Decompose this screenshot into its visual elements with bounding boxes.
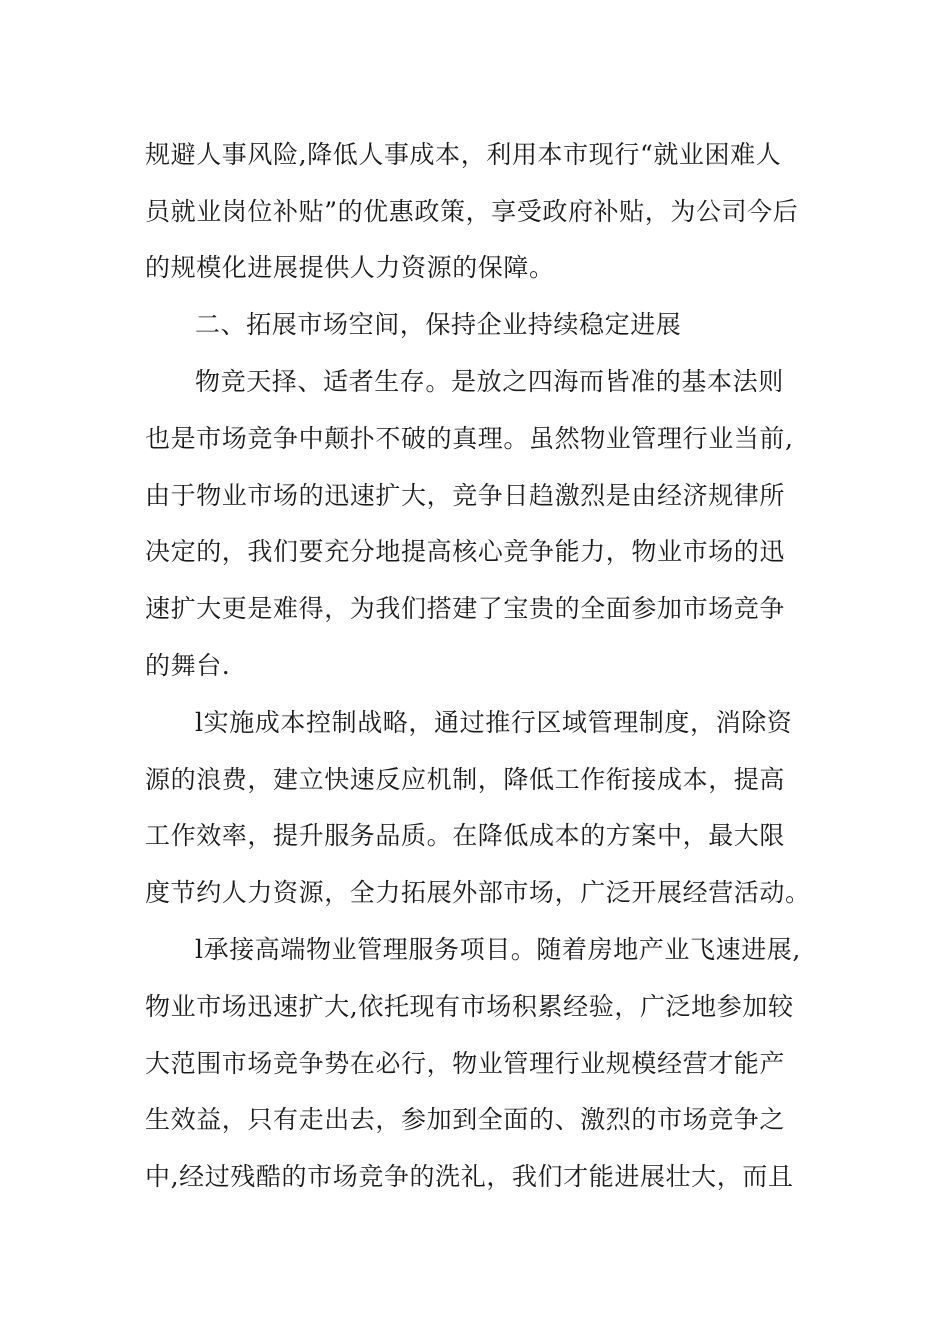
text-line: 中,经过残酷的市场竞争的洗礼，我们才能进展壮大，而且 xyxy=(145,1162,794,1191)
text-line: 的舞台. xyxy=(145,651,231,680)
text-line: 由于物业市场的迅速扩大，竞争日趋激烈是由经济规律所 xyxy=(145,481,786,510)
text-line: 员就业岗位补贴”的优惠政策，享受政府补贴，为公司今后 xyxy=(145,197,799,226)
text-line: 大范围市场竞争势在必行，物业管理行业规模经营才能产 xyxy=(145,1049,786,1078)
section-heading: 二、拓展市场空间，保持企业持续稳定进展 xyxy=(195,310,682,339)
text-line: 规避人事风险,降低人事成本，利用本市现行“就业困难人 xyxy=(145,140,782,169)
text-line: 工作效率，提升服务品质。在降低成本的方案中，最大限 xyxy=(145,821,786,850)
text-line: l实施成本控制战略，通过推行区域管理制度，消除资 xyxy=(195,708,793,737)
text-line: 生效益，只有走出去，参加到全面的、激烈的市场竞争之 xyxy=(145,1105,786,1134)
text-line: 物竞天择、适者生存。是放之四海而皆准的基本法则 xyxy=(195,367,784,396)
text-line: 决定的，我们要充分地提高核心竞争能力，物业市场的迅 xyxy=(145,537,786,566)
text-line: l承接高端物业管理服务项目。随着房地产业飞速进展, xyxy=(195,935,801,964)
text-line: 源的浪费，建立快速反应机制，降低工作衔接成本，提高 xyxy=(145,765,786,794)
text-line: 的规模化进展提供人力资源的保障。 xyxy=(145,253,555,282)
text-line: 也是市场竞争中颠扑不破的真理。虽然物业管理行业当前, xyxy=(145,424,794,453)
text-line: 速扩大更是难得，为我们搭建了宝贵的全面参加市场竞争 xyxy=(145,594,786,623)
text-line: 度节约人力资源，全力拓展外部市场，广泛开展经营活动。 xyxy=(145,878,811,907)
text-line: 物业市场迅速扩大,依托现有市场积累经验，广泛地参加较 xyxy=(145,992,794,1021)
